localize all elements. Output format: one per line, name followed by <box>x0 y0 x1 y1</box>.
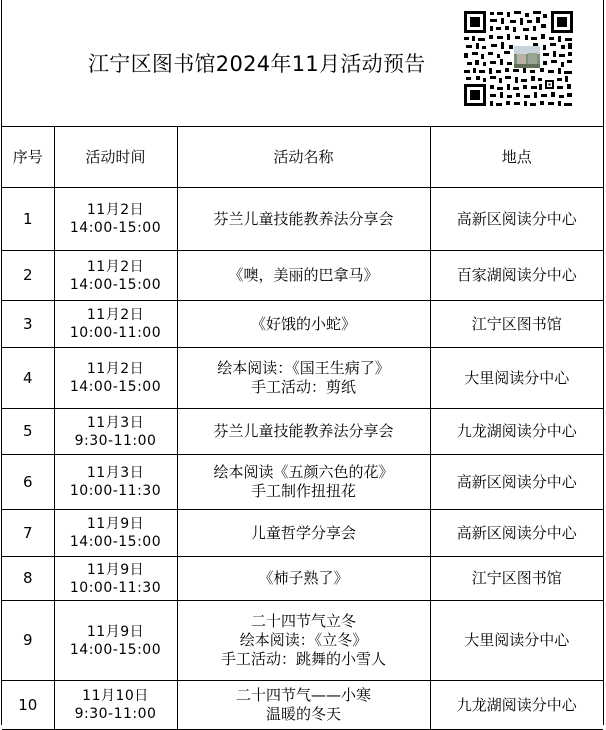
row-time <box>54 681 177 730</box>
row-seq: 7 <box>2 510 54 557</box>
column-header-name: 活动名称 <box>177 127 430 188</box>
row-date: 11月9日 <box>86 623 145 640</box>
row-time-range: 10:00-11:30 <box>69 579 162 596</box>
row-place: 江宁区图书馆 <box>430 301 603 348</box>
row-place: 九龙湖阅读分中心 <box>430 681 603 730</box>
header <box>2 0 603 127</box>
activity-name-line: 手工活动：剪纸 <box>250 378 356 396</box>
row-time <box>54 301 177 348</box>
row-time-range: 14:00-15:00 <box>69 379 162 395</box>
schedule-sheet <box>1 0 604 725</box>
row-place: 九龙湖阅读分中心 <box>430 409 603 455</box>
row-time-range: 10:00-11:00 <box>69 325 162 341</box>
activity-name-line: 手工活动：跳舞的小雪人 <box>220 650 386 668</box>
column-header-place: 地点 <box>430 127 603 188</box>
table-row <box>2 601 603 681</box>
row-date: 11月9日 <box>86 561 145 578</box>
row-seq: 3 <box>2 301 54 348</box>
row-time-range: 10:00-11:30 <box>69 483 162 499</box>
activity-name-line: 二十四节气立冬 <box>250 612 356 630</box>
row-place: 高新区阅读分中心 <box>430 510 603 557</box>
row-place: 高新区阅读分中心 <box>430 188 603 251</box>
row-activity-name <box>177 510 430 557</box>
table-row <box>2 251 603 301</box>
row-activity-name <box>177 188 430 251</box>
activity-name-line: 《柿子熟了》 <box>258 569 349 587</box>
column-header-seq: 序号 <box>2 127 54 188</box>
column-header-time: 活动时间 <box>54 127 177 188</box>
row-activity-name <box>177 301 430 348</box>
table-header-row <box>2 127 603 188</box>
row-place: 百家湖阅读分中心 <box>430 251 603 301</box>
activity-name-line: 温暖的冬天 <box>265 705 341 723</box>
row-time <box>54 601 177 681</box>
activity-name-line: 二十四节气——小寒 <box>235 686 371 704</box>
row-place: 大里阅读分中心 <box>430 348 603 409</box>
row-time <box>54 251 177 301</box>
activity-name-line: 儿童哲学分享会 <box>250 523 356 542</box>
row-time-range: 14:00-15:00 <box>69 276 162 293</box>
activity-name-line: 绘本阅读：《国王生病了》 <box>217 359 390 377</box>
row-time <box>54 409 177 455</box>
row-time-range: 14:00-15:00 <box>69 641 162 658</box>
row-activity-name <box>177 455 430 510</box>
row-time <box>54 348 177 409</box>
table-row <box>2 348 603 409</box>
row-seq: 9 <box>2 601 54 681</box>
row-time-range: 14:00-15:00 <box>69 220 162 236</box>
row-seq: 8 <box>2 557 54 601</box>
row-activity-name <box>177 557 430 601</box>
activity-name-line: 芬兰儿童技能教养法分享会 <box>213 422 394 440</box>
row-activity-name <box>177 409 430 455</box>
row-activity-name <box>177 601 430 681</box>
table-row <box>2 188 603 251</box>
row-date: 11月2日 <box>86 202 145 218</box>
row-place: 高新区阅读分中心 <box>430 455 603 510</box>
activity-name-line: 《噢，美丽的巴拿马》 <box>228 266 379 284</box>
row-date: 11月3日 <box>86 414 145 431</box>
table-body <box>2 188 603 730</box>
row-seq: 1 <box>2 188 54 251</box>
row-seq: 2 <box>2 251 54 301</box>
row-date: 11月3日 <box>86 465 145 481</box>
activity-name-line: 绘本阅读：《立冬》 <box>239 631 368 649</box>
table-row <box>2 455 603 510</box>
activity-name-line: 《好饿的小蛇》 <box>250 314 356 333</box>
row-date: 11月2日 <box>86 258 145 275</box>
events-table <box>2 126 603 730</box>
row-place: 大里阅读分中心 <box>430 601 603 681</box>
qr-code-icon <box>463 10 574 107</box>
row-time <box>54 455 177 510</box>
activity-name-line: 手工制作扭扭花 <box>250 482 356 500</box>
row-seq: 6 <box>2 455 54 510</box>
row-time-range: 9:30-11:00 <box>74 706 157 722</box>
row-activity-name <box>177 251 430 301</box>
row-seq: 5 <box>2 409 54 455</box>
row-time <box>54 510 177 557</box>
row-date: 11月9日 <box>86 516 145 532</box>
row-seq: 4 <box>2 348 54 409</box>
page-title: 江宁区图书馆2024年11月活动预告 <box>88 52 426 76</box>
row-activity-name <box>177 681 430 730</box>
table-row <box>2 510 603 557</box>
row-date: 11月2日 <box>86 307 145 323</box>
activity-name-line: 绘本阅读《五颜六色的花》 <box>213 463 394 481</box>
row-date: 11月2日 <box>86 361 145 377</box>
table-row <box>2 409 603 455</box>
row-time <box>54 557 177 601</box>
table-row <box>2 301 603 348</box>
activity-name-line: 芬兰儿童技能教养法分享会 <box>213 209 394 228</box>
row-date: 11月10日 <box>82 688 149 704</box>
row-time-range: 9:30-11:00 <box>74 432 157 449</box>
row-time-range: 14:00-15:00 <box>69 534 162 550</box>
row-activity-name <box>177 348 430 409</box>
row-place: 江宁区图书馆 <box>430 557 603 601</box>
table-row <box>2 681 603 730</box>
table-row <box>2 557 603 601</box>
row-seq: 10 <box>2 681 54 730</box>
row-time <box>54 188 177 251</box>
